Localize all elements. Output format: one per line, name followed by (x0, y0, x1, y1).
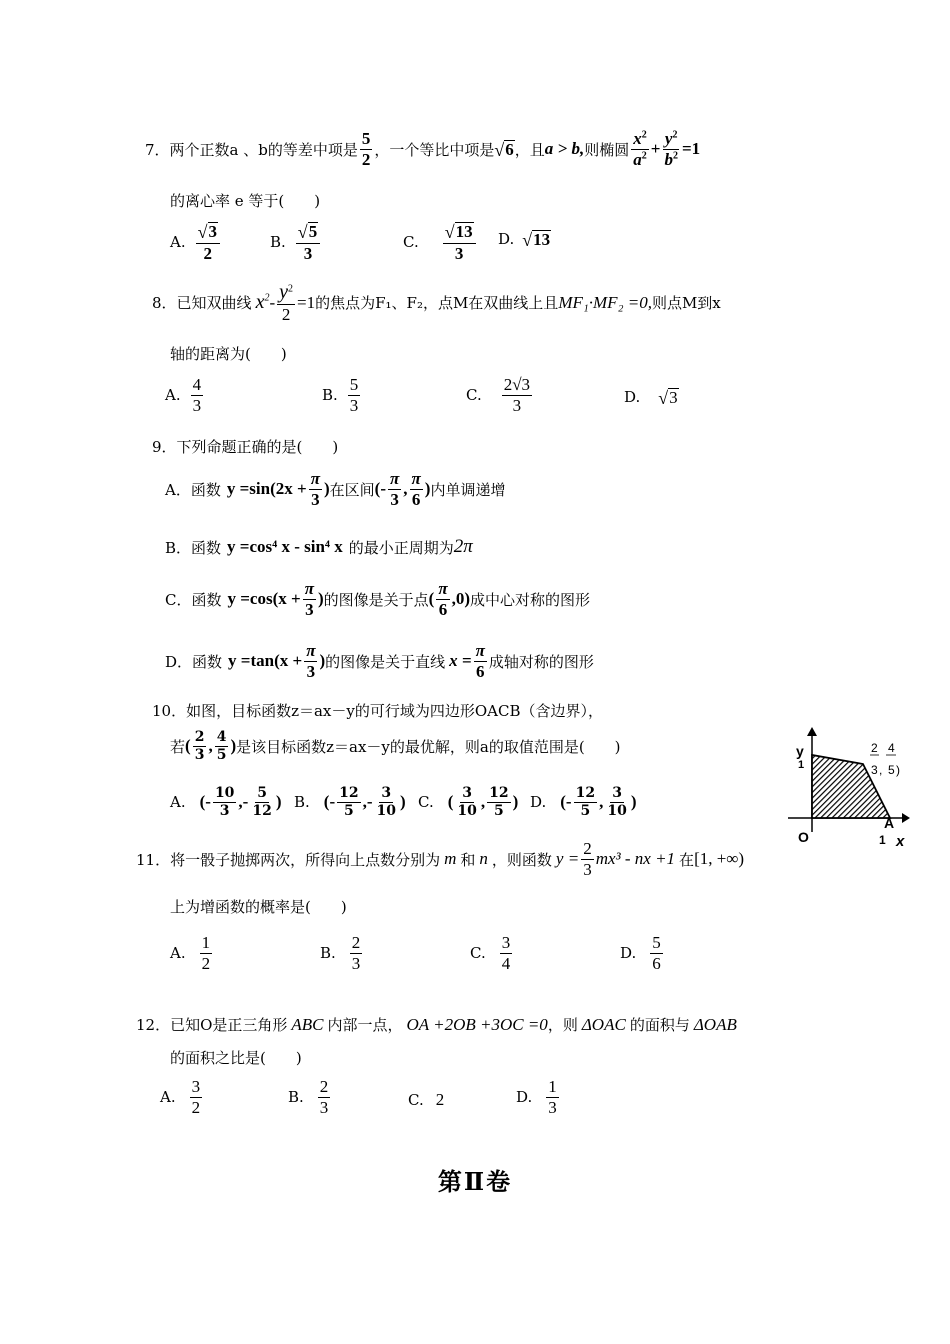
q10-option-b: B. (- $\frac{12}{5}$ ,- $\frac{3}{10}$ ) (294, 785, 406, 819)
q7-arith-mean-fraction: $\frac{5}{2}$ (361, 129, 371, 169)
q9-option-c: C．函数 y =cos(x + $\frac{\pi}{3}$ ) 的图像是关于点 ( $\frac{\pi}{6}$ ,0) 成中心对称的图形 (165, 579, 591, 619)
q7-option-a: A. √ 3 2 (170, 222, 222, 263)
q12-line1: 12．已知O是正三角形 ABC 内部一点， OA +2OB +3OC =0 ，则 ΔOAC 的面积与 ΔOAB (136, 1014, 737, 1034)
q8-option-c: C. $\frac{2√3}{3}$ (466, 375, 531, 415)
q7-ellipse-x-term: $\frac{x^2}{a^2}$ (633, 129, 647, 169)
q11-line1: 11．将一骰子抛掷两次，所得向上点数分别为 m 和 n ，则函数 y = $\frac{2}{3}$ mx³ - nx +1 在 [1, +∞) (136, 839, 745, 879)
q8-option-a: A. $\frac{4}{3}$ (165, 375, 202, 415)
q8-line1: 8． 已知双曲线 $x^2$ - $\frac{y^2}{2}$ =1 的焦点为F₁、F₂，点M在双曲线上且 MF₁·MF₂ =0, 则点M到x (152, 281, 721, 324)
q7-option-d: D. √ 13 (498, 229, 551, 250)
svg-text:): ) (896, 763, 900, 777)
q12-option-a: A. $\frac{3}{2}$ (160, 1077, 201, 1117)
q10-stem: 10．如图，目标函数z＝ax－y的可行域为四边形OACB（含边界）， (152, 702, 603, 720)
fig-one-y: 1 (798, 759, 805, 771)
q7-ellipse-y-term: $\frac{y^2}{b^2}$ (664, 129, 678, 169)
fig-a-label: A (884, 815, 895, 831)
q7-option-b: B. √ 5 3 (270, 222, 322, 263)
q10-feasible-region-figure (780, 722, 915, 852)
q8-hyperbola-y-term: $\frac{y^2}{2}$ (279, 281, 294, 324)
fig-point-den-a: 3 (871, 763, 878, 777)
q10-option-c: C. ( $\frac{3}{10}$ , $\frac{12}{5}$ ) (418, 785, 519, 819)
q10-option-a: A. (- $\frac{10}{3}$ ,- $\frac{5}{12}$ ) (170, 785, 282, 819)
q7-geo-mean-sqrt: √ 6 (494, 139, 514, 160)
q10-option-d: D. (- $\frac{12}{5}$ , $\frac{3}{10}$ ) (530, 785, 637, 819)
y-axis-arrow-icon (807, 727, 817, 736)
fig-point-num-b: 4 (888, 741, 895, 755)
q9-option-a: A．函数 y =sin(2x + $\frac{\pi}{3}$ ) 在区间 (- $\frac{\pi}{3}$ , $\frac{\pi}{6}$ ) 内单调递增 (165, 469, 506, 509)
fig-x-label: x (896, 833, 905, 850)
q7-line1: 7． 两个正数a 、b的等差中项是 $\frac{5}{2}$ ，一个等比中项是 √ 6 ，且 a > b, 则椭圆 $\frac{x^2}{a^2}$ + $\frac{y^2}{b^2}$ =1 (145, 129, 701, 169)
q9-option-b: B．函数 y =cos⁴ x - sin⁴ x 的最小正周期为 2π (165, 536, 473, 557)
q12-option-b: B. $\frac{2}{3}$ (288, 1077, 329, 1117)
fig-one-x: 1 (879, 833, 886, 847)
fig-point-den-b: 5 (888, 763, 895, 777)
q7-number: 7． (145, 140, 170, 159)
q8-hyperbola-x: $x^2$ (255, 291, 270, 314)
q8-vector-condition: MF₁·MF₂ =0, (558, 292, 652, 312)
q11-line2: 上为增函数的概率是( ) (170, 898, 347, 916)
q7-text: 两个正数a 、b的等差中项是 (169, 140, 358, 159)
q11-option-d: D. $\frac{5}{6}$ (620, 933, 661, 973)
q7-line2: 的离心率 e 等于( ) (170, 192, 321, 210)
q7-option-c: C. √ 13 3 (403, 222, 478, 263)
q11-option-c: C. $\frac{3}{4}$ (470, 933, 511, 973)
q9-option-d: D．函数 y =tan(x + $\frac{\pi}{3}$ ) 的图像是关于直线 x = $\frac{\pi}{6}$ 成轴对称的图形 (165, 641, 594, 681)
section-title: 第Ⅱ卷 (437, 1167, 513, 1196)
q8-option-b: B. $\frac{5}{3}$ (322, 375, 359, 415)
q11-option-b: B. $\frac{2}{3}$ (320, 933, 361, 973)
q12-option-c: C. 2 (408, 1090, 445, 1109)
q12-option-d: D. $\frac{1}{3}$ (516, 1077, 557, 1117)
fig-y-label: y (796, 743, 804, 759)
svg-text:,: , (879, 763, 883, 777)
q9-stem: 9．下列命题正确的是( ) (152, 438, 339, 456)
x-axis-arrow-icon (902, 813, 910, 823)
q11-option-a: A. $\frac{1}{2}$ (170, 933, 211, 973)
q8-line2: 轴的距离为( ) (170, 345, 287, 363)
fig-origin-label: O (798, 829, 809, 845)
q10-line2: 若 ( $\frac{2}{3}$ , $\frac{4}{5}$ ) 是该目标函数z＝ax－y的最优解，则a的取值范围是( ) (170, 729, 621, 763)
q7-condition: a > b, (544, 139, 585, 159)
q12-line2: 的面积之比是( ) (170, 1049, 302, 1067)
fig-point-num-a: 2 (871, 741, 878, 755)
q8-option-d: D. √ 3 (624, 387, 678, 408)
